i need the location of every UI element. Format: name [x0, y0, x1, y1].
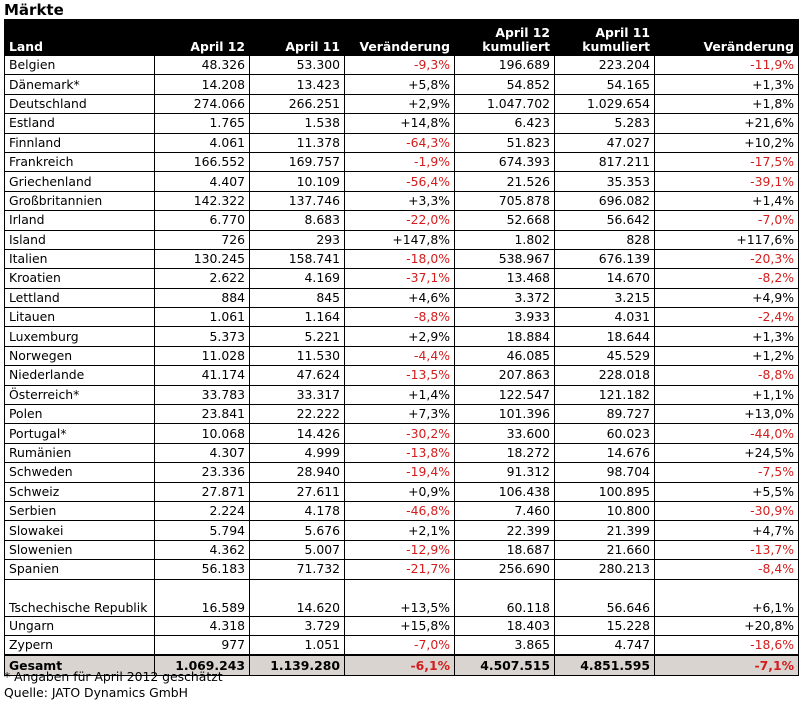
value-cell: 54.852	[455, 75, 555, 94]
value-cell: 137.746	[250, 191, 345, 210]
table-row	[5, 56, 799, 75]
table-row	[5, 94, 799, 113]
country-cell: Griechenland	[5, 172, 155, 191]
country-cell: Serbien	[5, 501, 155, 520]
value-cell: 89.727	[555, 405, 655, 424]
footnotes	[4, 669, 223, 701]
value-cell: -21,7%	[345, 560, 455, 579]
table-row	[5, 172, 799, 191]
value-cell: -9,3%	[345, 56, 455, 75]
value-cell: 21.399	[555, 521, 655, 540]
table-row	[5, 152, 799, 171]
country-cell: Estland	[5, 114, 155, 133]
value-cell: 4.169	[250, 269, 345, 288]
value-cell: 54.165	[555, 75, 655, 94]
value-cell: 27.871	[155, 482, 250, 501]
country-cell: Niederlande	[5, 366, 155, 385]
value-cell: 48.326	[155, 56, 250, 75]
value-cell: -11,9%	[655, 56, 799, 75]
table-row	[5, 424, 799, 443]
total-value-cell: -6,1%	[345, 655, 455, 676]
value-cell: +4,9%	[655, 288, 799, 307]
value-cell: +5,5%	[655, 482, 799, 501]
value-cell: -1,9%	[345, 152, 455, 171]
value-cell: 35.353	[555, 172, 655, 191]
country-cell: Tschechische Republik	[5, 579, 155, 616]
total-value-cell: 1.069.243	[155, 655, 250, 676]
value-cell: 1.051	[250, 635, 345, 655]
value-cell: 5.794	[155, 521, 250, 540]
country-cell: Lettland	[5, 288, 155, 307]
country-cell: Zypern	[5, 635, 155, 655]
table-row	[5, 288, 799, 307]
value-cell: 121.182	[555, 385, 655, 404]
column-header-line: April 12	[495, 25, 550, 40]
value-cell: 4.307	[155, 443, 250, 462]
footnote-source: Quelle: JATO Dynamics GmbH	[4, 685, 188, 700]
value-cell: 4.178	[250, 501, 345, 520]
country-cell: Dänemark*	[5, 75, 155, 94]
value-cell: 196.689	[455, 56, 555, 75]
value-cell: 15.228	[555, 616, 655, 635]
value-cell: 1.061	[155, 308, 250, 327]
value-cell: +2,9%	[345, 94, 455, 113]
value-cell: 18.272	[455, 443, 555, 462]
value-cell: 3.215	[555, 288, 655, 307]
column-header-line: April 11	[285, 39, 340, 54]
value-cell: -30,9%	[655, 501, 799, 520]
country-cell: Slowenien	[5, 540, 155, 559]
table-row	[5, 463, 799, 482]
value-cell: 207.863	[455, 366, 555, 385]
value-cell: 5.373	[155, 327, 250, 346]
value-cell: 696.082	[555, 191, 655, 210]
country-cell: Litauen	[5, 308, 155, 327]
value-cell: -39,1%	[655, 172, 799, 191]
value-cell: 1.029.654	[555, 94, 655, 113]
country-cell: Island	[5, 230, 155, 249]
country-cell: Deutschland	[5, 94, 155, 113]
total-value-cell: -7,1%	[655, 655, 799, 676]
value-cell: 1.047.702	[455, 94, 555, 113]
value-cell: +15,8%	[345, 616, 455, 635]
value-cell: 4.318	[155, 616, 250, 635]
table-row	[5, 366, 799, 385]
value-cell: 60.023	[555, 424, 655, 443]
value-cell: 91.312	[455, 463, 555, 482]
country-cell: Frankreich	[5, 152, 155, 171]
value-cell: -7,0%	[345, 635, 455, 655]
column-header-line: Land	[9, 39, 43, 54]
value-cell: 46.085	[455, 346, 555, 365]
table-row	[5, 521, 799, 540]
value-cell: +5,8%	[345, 75, 455, 94]
value-cell: +1,1%	[655, 385, 799, 404]
value-cell: +13,5%	[345, 579, 455, 616]
value-cell: 56.642	[555, 211, 655, 230]
value-cell: 4.362	[155, 540, 250, 559]
country-cell: Italien	[5, 249, 155, 268]
column-header-line: April 12	[190, 39, 245, 54]
value-cell: +10,2%	[655, 133, 799, 152]
value-cell: 45.529	[555, 346, 655, 365]
column-header-april-12	[155, 20, 250, 56]
markets-table	[4, 19, 799, 676]
table-row	[5, 635, 799, 655]
table-row	[5, 308, 799, 327]
value-cell: +2,1%	[345, 521, 455, 540]
value-cell: 274.066	[155, 94, 250, 113]
column-header-april-11-cumulative	[555, 20, 655, 56]
value-cell: 4.407	[155, 172, 250, 191]
value-cell: +0,9%	[345, 482, 455, 501]
country-cell: Schweiz	[5, 482, 155, 501]
total-value-cell: 1.139.280	[250, 655, 345, 676]
value-cell: +1,4%	[655, 191, 799, 210]
value-cell: 2.224	[155, 501, 250, 520]
value-cell: 18.687	[455, 540, 555, 559]
column-header-change	[345, 20, 455, 56]
value-cell: -8,2%	[655, 269, 799, 288]
value-cell: +2,9%	[345, 327, 455, 346]
value-cell: 23.841	[155, 405, 250, 424]
value-cell: 705.878	[455, 191, 555, 210]
table-header-row	[5, 20, 799, 56]
table-row	[5, 249, 799, 268]
value-cell: 6.423	[455, 114, 555, 133]
total-label: Gesamt	[5, 655, 155, 676]
value-cell: 1.802	[455, 230, 555, 249]
value-cell: +1,2%	[655, 346, 799, 365]
table-row	[5, 75, 799, 94]
value-cell: 3.372	[455, 288, 555, 307]
value-cell: 726	[155, 230, 250, 249]
value-cell: 158.741	[250, 249, 345, 268]
value-cell: 122.547	[455, 385, 555, 404]
table-row	[5, 191, 799, 210]
table-body	[5, 56, 799, 656]
value-cell: 51.823	[455, 133, 555, 152]
value-cell: 817.211	[555, 152, 655, 171]
value-cell: -18,0%	[345, 249, 455, 268]
value-cell: -8,8%	[345, 308, 455, 327]
value-cell: -37,1%	[345, 269, 455, 288]
value-cell: 674.393	[455, 152, 555, 171]
table-row	[5, 443, 799, 462]
country-cell: Slowakei	[5, 521, 155, 540]
country-cell: Finnland	[5, 133, 155, 152]
value-cell: +6,1%	[655, 579, 799, 616]
value-cell: 10.068	[155, 424, 250, 443]
value-cell: +147,8%	[345, 230, 455, 249]
value-cell: -7,0%	[655, 211, 799, 230]
value-cell: 1.538	[250, 114, 345, 133]
table-row	[5, 269, 799, 288]
value-cell: +14,8%	[345, 114, 455, 133]
footnote-estimate: * Angaben für April 2012 geschätzt	[4, 669, 223, 684]
value-cell: 3.933	[455, 308, 555, 327]
value-cell: 977	[155, 635, 250, 655]
value-cell: 828	[555, 230, 655, 249]
country-cell: Norwegen	[5, 346, 155, 365]
value-cell: 5.007	[250, 540, 345, 559]
value-cell: 13.468	[455, 269, 555, 288]
column-header-line: Veränderung	[703, 39, 794, 54]
value-cell: 5.283	[555, 114, 655, 133]
value-cell: 71.732	[250, 560, 345, 579]
value-cell: 56.183	[155, 560, 250, 579]
country-cell: Österreich*	[5, 385, 155, 404]
value-cell: -20,3%	[655, 249, 799, 268]
value-cell: 676.139	[555, 249, 655, 268]
value-cell: 47.624	[250, 366, 345, 385]
value-cell: 1.765	[155, 114, 250, 133]
value-cell: 1.164	[250, 308, 345, 327]
value-cell: 14.670	[555, 269, 655, 288]
value-cell: 11.028	[155, 346, 250, 365]
value-cell: 884	[155, 288, 250, 307]
value-cell: +1,4%	[345, 385, 455, 404]
value-cell: 4.061	[155, 133, 250, 152]
value-cell: 3.865	[455, 635, 555, 655]
table-row	[5, 579, 799, 616]
value-cell: 28.940	[250, 463, 345, 482]
value-cell: 60.118	[455, 579, 555, 616]
country-cell: Irland	[5, 211, 155, 230]
value-cell: 169.757	[250, 152, 345, 171]
value-cell: +4,7%	[655, 521, 799, 540]
value-cell: 142.322	[155, 191, 250, 210]
value-cell: +13,0%	[655, 405, 799, 424]
value-cell: 14.208	[155, 75, 250, 94]
value-cell: 7.460	[455, 501, 555, 520]
value-cell: 16.589	[155, 579, 250, 616]
value-cell: 18.884	[455, 327, 555, 346]
value-cell: 11.530	[250, 346, 345, 365]
column-header-line: kumuliert	[482, 39, 550, 54]
value-cell: 4.747	[555, 635, 655, 655]
value-cell: 256.690	[455, 560, 555, 579]
value-cell: 106.438	[455, 482, 555, 501]
value-cell: -12,9%	[345, 540, 455, 559]
value-cell: 14.620	[250, 579, 345, 616]
value-cell: 5.676	[250, 521, 345, 540]
value-cell: 14.426	[250, 424, 345, 443]
value-cell: +1,3%	[655, 327, 799, 346]
value-cell: -64,3%	[345, 133, 455, 152]
value-cell: -46,8%	[345, 501, 455, 520]
value-cell: 47.027	[555, 133, 655, 152]
value-cell: -13,7%	[655, 540, 799, 559]
value-cell: 10.109	[250, 172, 345, 191]
table-row	[5, 540, 799, 559]
value-cell: 6.770	[155, 211, 250, 230]
value-cell: -2,4%	[655, 308, 799, 327]
value-cell: 293	[250, 230, 345, 249]
table-row	[5, 560, 799, 579]
value-cell: 5.221	[250, 327, 345, 346]
total-value-cell: 4.507.515	[455, 655, 555, 676]
value-cell: 41.174	[155, 366, 250, 385]
value-cell: 52.668	[455, 211, 555, 230]
value-cell: 3.729	[250, 616, 345, 635]
value-cell: -44,0%	[655, 424, 799, 443]
table-row	[5, 327, 799, 346]
value-cell: 22.399	[455, 521, 555, 540]
country-cell: Portugal*	[5, 424, 155, 443]
column-header-line: April 11	[595, 25, 650, 40]
table-row	[5, 230, 799, 249]
value-cell: -19,4%	[345, 463, 455, 482]
table-row	[5, 501, 799, 520]
column-header-land	[5, 20, 155, 56]
value-cell: -4,4%	[345, 346, 455, 365]
value-cell: +117,6%	[655, 230, 799, 249]
value-cell: 101.396	[455, 405, 555, 424]
value-cell: 27.611	[250, 482, 345, 501]
value-cell: +3,3%	[345, 191, 455, 210]
value-cell: 56.646	[555, 579, 655, 616]
value-cell: 13.423	[250, 75, 345, 94]
table-row	[5, 211, 799, 230]
table-row	[5, 385, 799, 404]
value-cell: +1,3%	[655, 75, 799, 94]
total-value-cell: 4.851.595	[555, 655, 655, 676]
country-cell: Großbritannien	[5, 191, 155, 210]
value-cell: +4,6%	[345, 288, 455, 307]
column-header-april-12-cumulative	[455, 20, 555, 56]
value-cell: 100.895	[555, 482, 655, 501]
value-cell: -56,4%	[345, 172, 455, 191]
page-title: Märkte	[4, 1, 64, 19]
value-cell: 10.800	[555, 501, 655, 520]
country-cell: Luxemburg	[5, 327, 155, 346]
value-cell: 33.317	[250, 385, 345, 404]
value-cell: 4.031	[555, 308, 655, 327]
value-cell: 21.660	[555, 540, 655, 559]
country-cell: Belgien	[5, 56, 155, 75]
value-cell: 22.222	[250, 405, 345, 424]
value-cell: +21,6%	[655, 114, 799, 133]
table-row	[5, 346, 799, 365]
table-row	[5, 114, 799, 133]
value-cell: 23.336	[155, 463, 250, 482]
value-cell: +7,3%	[345, 405, 455, 424]
column-header-line: kumuliert	[582, 39, 650, 54]
country-cell: Schweden	[5, 463, 155, 482]
value-cell: -13,8%	[345, 443, 455, 462]
value-cell: 8.683	[250, 211, 345, 230]
value-cell: 166.552	[155, 152, 250, 171]
value-cell: 14.676	[555, 443, 655, 462]
value-cell: 33.600	[455, 424, 555, 443]
value-cell: 11.378	[250, 133, 345, 152]
value-cell: 266.251	[250, 94, 345, 113]
table-row	[5, 482, 799, 501]
value-cell: 18.403	[455, 616, 555, 635]
column-header-april-11	[250, 20, 345, 56]
value-cell: +1,8%	[655, 94, 799, 113]
value-cell: 98.704	[555, 463, 655, 482]
country-cell: Ungarn	[5, 616, 155, 635]
value-cell: 21.526	[455, 172, 555, 191]
value-cell: 33.783	[155, 385, 250, 404]
table-row	[5, 616, 799, 635]
value-cell: 538.967	[455, 249, 555, 268]
country-cell: Polen	[5, 405, 155, 424]
value-cell: 2.622	[155, 269, 250, 288]
country-cell: Kroatien	[5, 269, 155, 288]
column-header-change-cumulative	[655, 20, 799, 56]
table-row	[5, 405, 799, 424]
country-cell: Rumänien	[5, 443, 155, 462]
value-cell: 53.300	[250, 56, 345, 75]
value-cell: 228.018	[555, 366, 655, 385]
value-cell: +24,5%	[655, 443, 799, 462]
value-cell: -8,8%	[655, 366, 799, 385]
country-cell: Spanien	[5, 560, 155, 579]
value-cell: -7,5%	[655, 463, 799, 482]
value-cell: -17,5%	[655, 152, 799, 171]
value-cell: 130.245	[155, 249, 250, 268]
value-cell: -22,0%	[345, 211, 455, 230]
value-cell: 845	[250, 288, 345, 307]
table-row	[5, 133, 799, 152]
value-cell: 223.204	[555, 56, 655, 75]
value-cell: -8,4%	[655, 560, 799, 579]
value-cell: +20,8%	[655, 616, 799, 635]
value-cell: 280.213	[555, 560, 655, 579]
value-cell: 4.999	[250, 443, 345, 462]
value-cell: -18,6%	[655, 635, 799, 655]
value-cell: -30,2%	[345, 424, 455, 443]
value-cell: -13,5%	[345, 366, 455, 385]
value-cell: 18.644	[555, 327, 655, 346]
column-header-line: Veränderung	[359, 39, 450, 54]
